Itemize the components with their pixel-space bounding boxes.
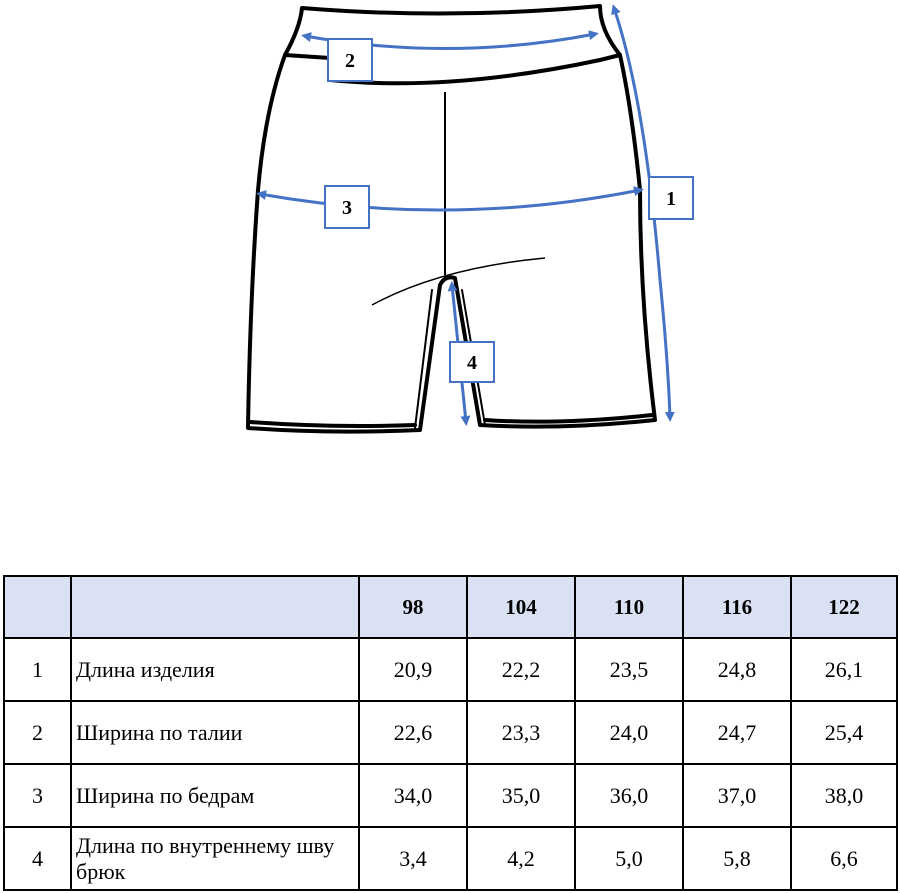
- row-value: 5,0: [575, 827, 683, 890]
- row-value: 22,2: [467, 638, 575, 701]
- arrow-3-hips: [260, 190, 640, 210]
- row-name: Ширина по талии: [71, 701, 359, 764]
- row-value: 6,6: [791, 827, 897, 890]
- marker-2-label: 2: [345, 50, 355, 72]
- marker-1-label: 1: [666, 188, 676, 210]
- row-value: 23,3: [467, 701, 575, 764]
- row-name: Ширина по бедрам: [71, 764, 359, 827]
- row-value: 24,8: [683, 638, 791, 701]
- table-row: [4, 638, 897, 701]
- row-value: 25,4: [791, 701, 897, 764]
- header-cell-number: [4, 576, 71, 638]
- marker-3: [325, 186, 369, 228]
- row-number: 3: [4, 764, 71, 827]
- row-name: Длина изделия: [71, 638, 359, 701]
- row-value: 35,0: [467, 764, 575, 827]
- row-value: 3,4: [359, 827, 467, 890]
- table-row: [4, 701, 897, 764]
- table-header-row: [4, 576, 897, 638]
- row-name: Длина по внутреннему шву брюк: [71, 827, 359, 890]
- marker-4: [450, 342, 494, 382]
- row-number: 4: [4, 827, 71, 890]
- marker-4-label: 4: [467, 352, 477, 374]
- row-value: 24,0: [575, 701, 683, 764]
- row-value: 5,8: [683, 827, 791, 890]
- table-row: [4, 827, 897, 890]
- header-size-116: 116: [683, 576, 791, 638]
- header-size-98: 98: [359, 576, 467, 638]
- table-row: [4, 764, 897, 827]
- row-value: 24,7: [683, 701, 791, 764]
- header-size-104: 104: [467, 576, 575, 638]
- header-size-122: 122: [791, 576, 897, 638]
- marker-1: [649, 177, 693, 219]
- row-value: 38,0: [791, 764, 897, 827]
- row-value: 20,9: [359, 638, 467, 701]
- row-number: 1: [4, 638, 71, 701]
- size-table: [3, 575, 898, 891]
- marker-3-label: 3: [342, 197, 352, 219]
- row-value: 22,6: [359, 701, 467, 764]
- header-size-110: 110: [575, 576, 683, 638]
- row-value: 23,5: [575, 638, 683, 701]
- row-value: 37,0: [683, 764, 791, 827]
- left-hem: [250, 422, 415, 426]
- header-cell-name: [71, 576, 359, 638]
- marker-2: [328, 39, 372, 81]
- row-value: 36,0: [575, 764, 683, 827]
- row-value: 34,0: [359, 764, 467, 827]
- row-number: 2: [4, 701, 71, 764]
- row-value: 26,1: [791, 638, 897, 701]
- row-value: 4,2: [467, 827, 575, 890]
